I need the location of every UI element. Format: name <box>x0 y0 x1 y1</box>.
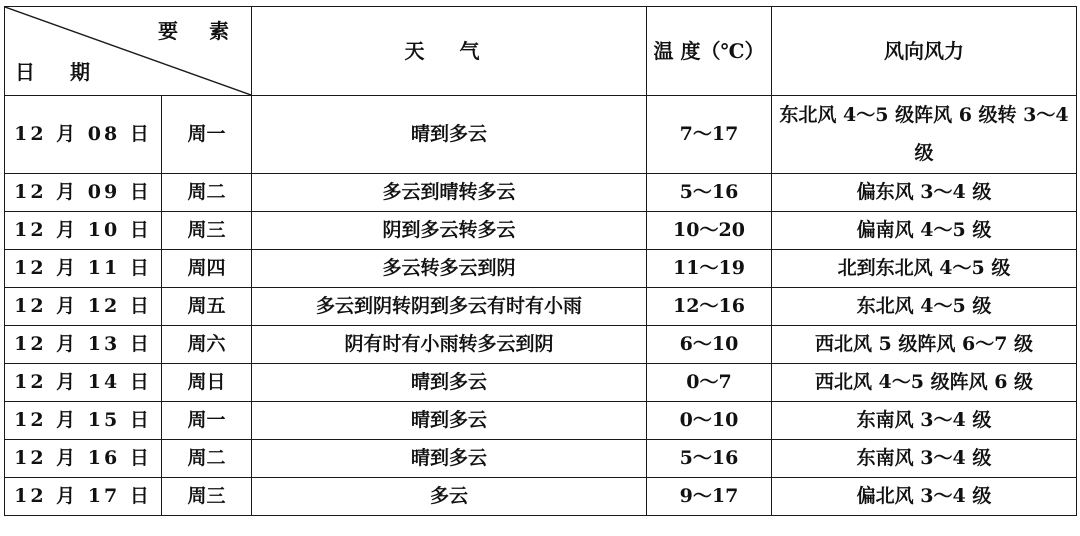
weather-cell: 多云 <box>252 478 647 516</box>
weekday-cell: 周三 <box>162 478 252 516</box>
wind-cell: 西北风 4～5 级阵风 6 级 <box>772 364 1077 402</box>
weather-cell: 晴到多云 <box>252 440 647 478</box>
header-weather: 天 气 <box>252 7 647 96</box>
weekday-cell: 周二 <box>162 440 252 478</box>
weather-cell: 晴到多云 <box>252 402 647 440</box>
table-row <box>5 326 1077 364</box>
table-row <box>5 364 1077 402</box>
forecast-table <box>4 6 1077 516</box>
weather-cell: 晴到多云 <box>252 96 647 174</box>
weekday-cell: 周二 <box>162 174 252 212</box>
temperature-cell: 7～17 <box>647 96 772 174</box>
wind-cell: 东北风 4～5 级 <box>772 288 1077 326</box>
date-cell: 12 月 14 日 <box>5 364 162 402</box>
corner-label-date: 日 期 <box>15 60 104 84</box>
temperature-cell: 0～7 <box>647 364 772 402</box>
weekday-cell: 周三 <box>162 212 252 250</box>
weekday-cell: 周四 <box>162 250 252 288</box>
table-row <box>5 440 1077 478</box>
table-row <box>5 96 1077 174</box>
weather-cell: 阴到多云转多云 <box>252 212 647 250</box>
date-cell: 12 月 10 日 <box>5 212 162 250</box>
temperature-cell: 12～16 <box>647 288 772 326</box>
table-row <box>5 174 1077 212</box>
wind-cell: 北到东北风 4～5 级 <box>772 250 1077 288</box>
table-header-row <box>5 7 1077 96</box>
wind-cell: 东北风 4～5 级阵风 6 级转 3～4 级 <box>772 96 1077 174</box>
temperature-cell: 5～16 <box>647 174 772 212</box>
weather-cell: 多云到晴转多云 <box>252 174 647 212</box>
temperature-cell: 10～20 <box>647 212 772 250</box>
table-row <box>5 212 1077 250</box>
temperature-cell: 6～10 <box>647 326 772 364</box>
weather-cell: 多云到阴转阴到多云有时有小雨 <box>252 288 647 326</box>
header-temperature: 温 度（℃） <box>647 7 772 96</box>
weekday-cell: 周日 <box>162 364 252 402</box>
date-cell: 12 月 11 日 <box>5 250 162 288</box>
header-wind: 风向风力 <box>772 7 1077 96</box>
date-cell: 12 月 15 日 <box>5 402 162 440</box>
wind-cell: 偏南风 4～5 级 <box>772 212 1077 250</box>
date-cell: 12 月 09 日 <box>5 174 162 212</box>
wind-cell: 东南风 3～4 级 <box>772 440 1077 478</box>
temperature-cell: 11～19 <box>647 250 772 288</box>
table-row <box>5 288 1077 326</box>
wind-cell: 东南风 3～4 级 <box>772 402 1077 440</box>
date-cell: 12 月 16 日 <box>5 440 162 478</box>
table-row <box>5 478 1077 516</box>
wind-cell: 偏东风 3～4 级 <box>772 174 1077 212</box>
weekday-cell: 周一 <box>162 96 252 174</box>
weekday-cell: 周一 <box>162 402 252 440</box>
date-cell: 12 月 12 日 <box>5 288 162 326</box>
weekday-cell: 周六 <box>162 326 252 364</box>
table-row <box>5 250 1077 288</box>
temperature-cell: 9～17 <box>647 478 772 516</box>
date-cell: 12 月 08 日 <box>5 96 162 174</box>
weather-cell: 阴有时有小雨转多云到阴 <box>252 326 647 364</box>
weather-cell: 晴到多云 <box>252 364 647 402</box>
date-cell: 12 月 13 日 <box>5 326 162 364</box>
table-row <box>5 402 1077 440</box>
wind-cell: 西北风 5 级阵风 6～7 级 <box>772 326 1077 364</box>
weather-cell: 多云转多云到阴 <box>252 250 647 288</box>
corner-label-elements: 要 素 <box>158 19 241 43</box>
weekday-cell: 周五 <box>162 288 252 326</box>
temperature-cell: 5～16 <box>647 440 772 478</box>
date-cell: 12 月 17 日 <box>5 478 162 516</box>
temperature-cell: 0～10 <box>647 402 772 440</box>
corner-header-cell <box>5 7 252 96</box>
wind-cell: 偏北风 3～4 级 <box>772 478 1077 516</box>
